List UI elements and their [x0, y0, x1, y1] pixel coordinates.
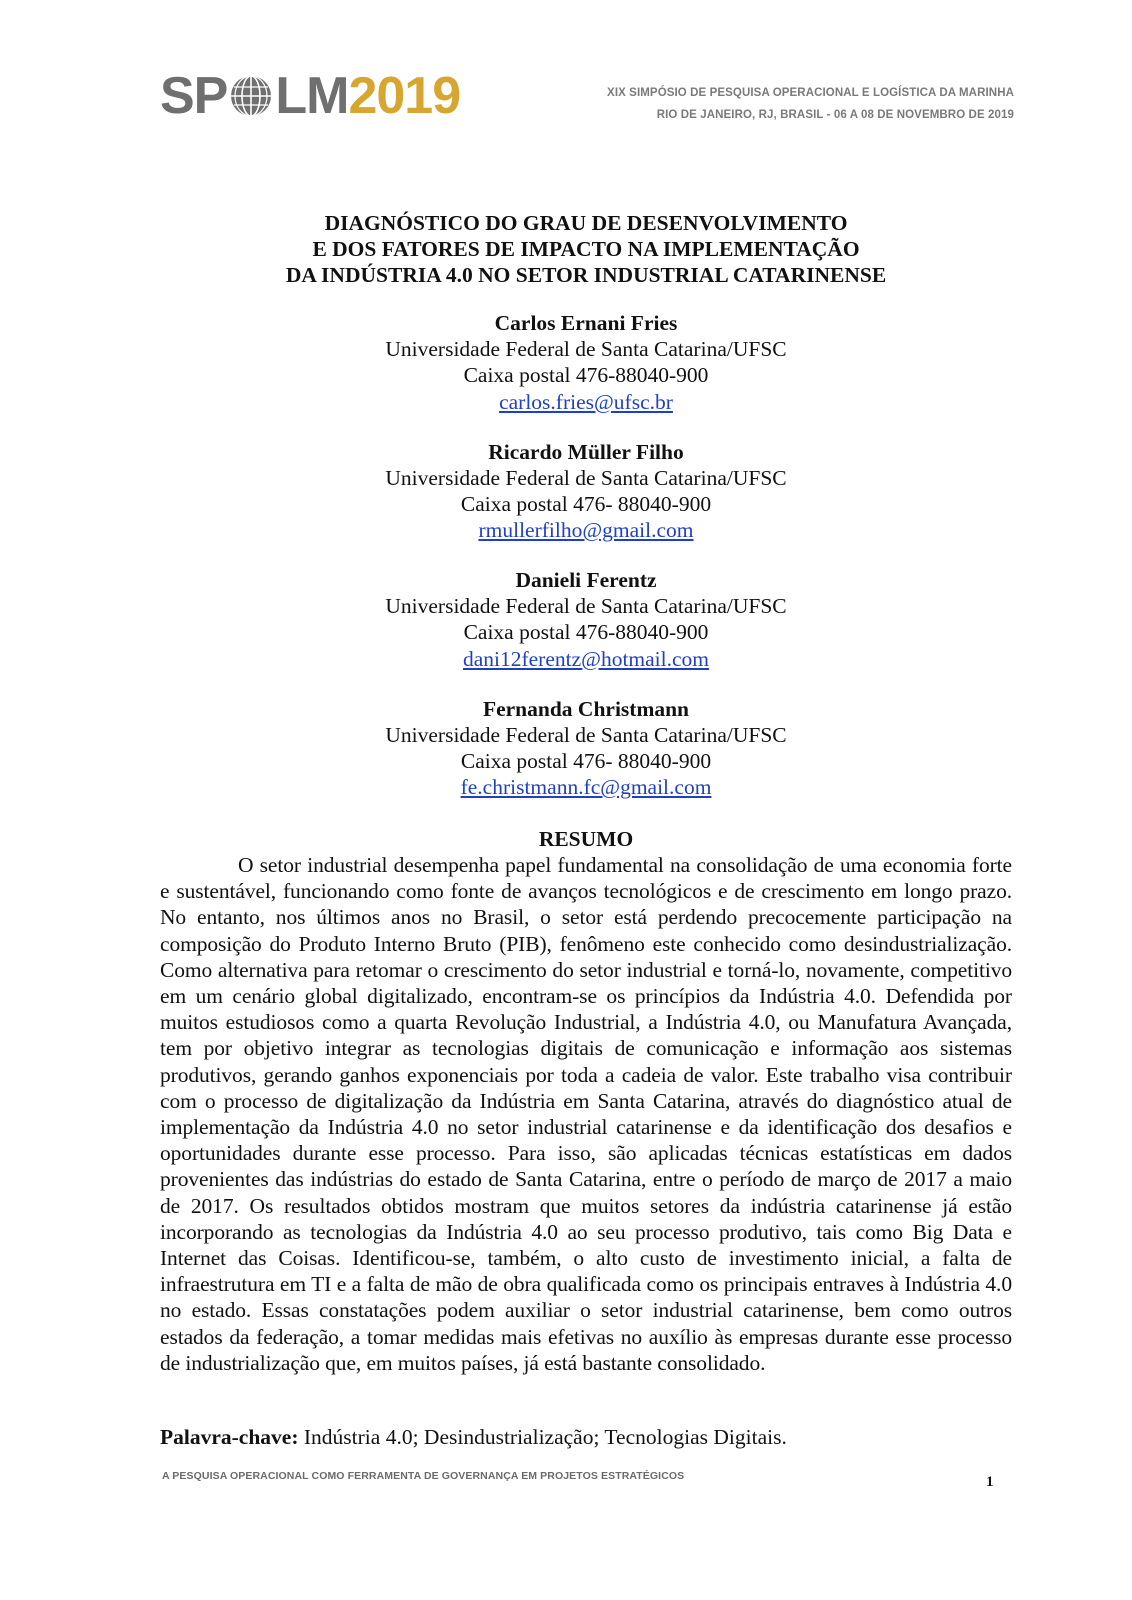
author-name: Ricardo Müller Filho	[488, 439, 684, 464]
event-name: XIX SIMPÓSIO DE PESQUISA OPERACIONAL E LOGÍSTICA DA MARINHA	[607, 87, 1014, 99]
logo-text-sp: SP	[160, 67, 228, 125]
author-list	[160, 310, 1012, 824]
author-affiliation: Universidade Federal de Santa Catarina/UFSC	[385, 722, 787, 747]
author-email-link[interactable]: rmullerfilho@gmail.com	[478, 518, 694, 543]
author-name: Danieli Ferentz	[515, 568, 657, 592]
page-number: 1	[986, 1474, 994, 1490]
abstract-heading: RESUMO	[538, 827, 634, 851]
author-block	[160, 439, 1012, 568]
author-email-link[interactable]: fe.christmann.fc@gmail.com	[460, 775, 712, 800]
logo-text-lm: LM	[275, 67, 349, 125]
author-postal: Caixa postal 476- 88040-900	[460, 748, 712, 773]
title-line: DA INDÚSTRIA 4.0 NO SETOR INDUSTRIAL CATARINENSE	[285, 263, 887, 287]
author-email-link[interactable]: carlos.fries@ufsc.br	[499, 389, 673, 414]
globe-icon	[229, 74, 273, 118]
author-email-link[interactable]: dani12ferentz@hotmail.com	[462, 646, 710, 671]
logo-year: 2019	[348, 67, 461, 125]
title-line: E DOS FATORES DE IMPACTO NA IMPLEMENTAÇÃO	[312, 237, 860, 261]
author-affiliation: Universidade Federal de Santa Catarina/UFSC	[385, 465, 787, 490]
keywords	[160, 1424, 1012, 1450]
author-postal: Caixa postal 476-88040-900	[463, 363, 709, 388]
abstract-text: O setor industrial desempenha papel fundamental na consolidação de uma economia forte e sustentável, funcionando como fonte de avanços tecnológicos e de crescimento em longo prazo. No entanto, nos últimos anos no Brasil, o setor está perdendo precocemente participação na composição do Produto Interno Bruto (PIB), fenômeno este conhecido como desindustrialização. Como alternativa para retomar o crescimento do setor industrial e torná-lo, novamente, competitivo em um cenário global digitalizado, encontram-se os princípios da Indústria 4.0. Defendida por muitos estudiosos como a quarta Revolução Industrial, a Indústria 4.0, ou Manufatura Avançada, tem por objetivo integrar as tecnologias digitais de comunicação e informação aos sistemas produtivos, gerando ganhos exponenciais por toda a cadeia de valor. Este trabalho visa contribuir com o processo de digitalização da Indústria em Santa Catarina, através do diagnóstico atual de implementação da Indústria 4.0 no setor industrial catarinense e da identificação dos desafios e oportunidades durante esse processo. Para isso, são aplicadas técnicas estatísticas em dados provenientes das indústrias do estado de Santa Catarina, entre o período de março de 2017 a maio de 2017. Os resultados obtidos mostram que muitos setores da indústria catarinense já estão incorporando as tecnologias da Indústria 4.0 ao seu processo produtivo, tais como Big Data e Internet das Coisas. Identificou-se, também, o alto custo de investimento inicial, a falta de infraestrutura em TI e a falta de mão de obra qualificada como os principais entraves à Indústria 4.0 no estado. Essas constatações podem auxiliar o setor industrial catarinense, bem como outros estados da federação, a tomar medidas mais efetivas no auxílio às empresas durante esse processo de industrialização que, em muitos países, já está bastante consolidado.	[160, 853, 1012, 1375]
author-postal: Caixa postal 476-88040-900	[463, 620, 709, 645]
author-block	[160, 567, 1012, 696]
author-postal: Caixa postal 476- 88040-900	[460, 491, 712, 516]
event-info	[607, 82, 1014, 126]
author-name: Fernanda Christmann	[482, 696, 690, 721]
keywords-label: Palavra-chave:	[160, 1425, 299, 1449]
event-location-date: RIO DE JANEIRO, RJ, BRASIL - 06 A 08 DE NOVEMBRO DE 2019	[656, 109, 1014, 121]
paper-title	[160, 210, 1012, 288]
author-name: Carlos Ernani Fries	[494, 311, 678, 335]
author-block	[160, 310, 1012, 439]
keywords-text: Indústria 4.0; Desindustrialização; Tecnologias Digitais.	[298, 1425, 787, 1449]
conference-logo	[160, 66, 460, 126]
title-line: DIAGNÓSTICO DO GRAU DE DESENVOLVIMENTO	[324, 211, 848, 235]
author-block	[160, 696, 1012, 825]
author-affiliation: Universidade Federal de Santa Catarina/UFSC	[385, 594, 787, 619]
footer-text: A PESQUISA OPERACIONAL COMO FERRAMENTA DE GOVERNANÇA EM PROJETOS ESTRATÉGICOS	[162, 1470, 685, 1482]
author-affiliation: Universidade Federal de Santa Catarina/UFSC	[385, 337, 787, 362]
